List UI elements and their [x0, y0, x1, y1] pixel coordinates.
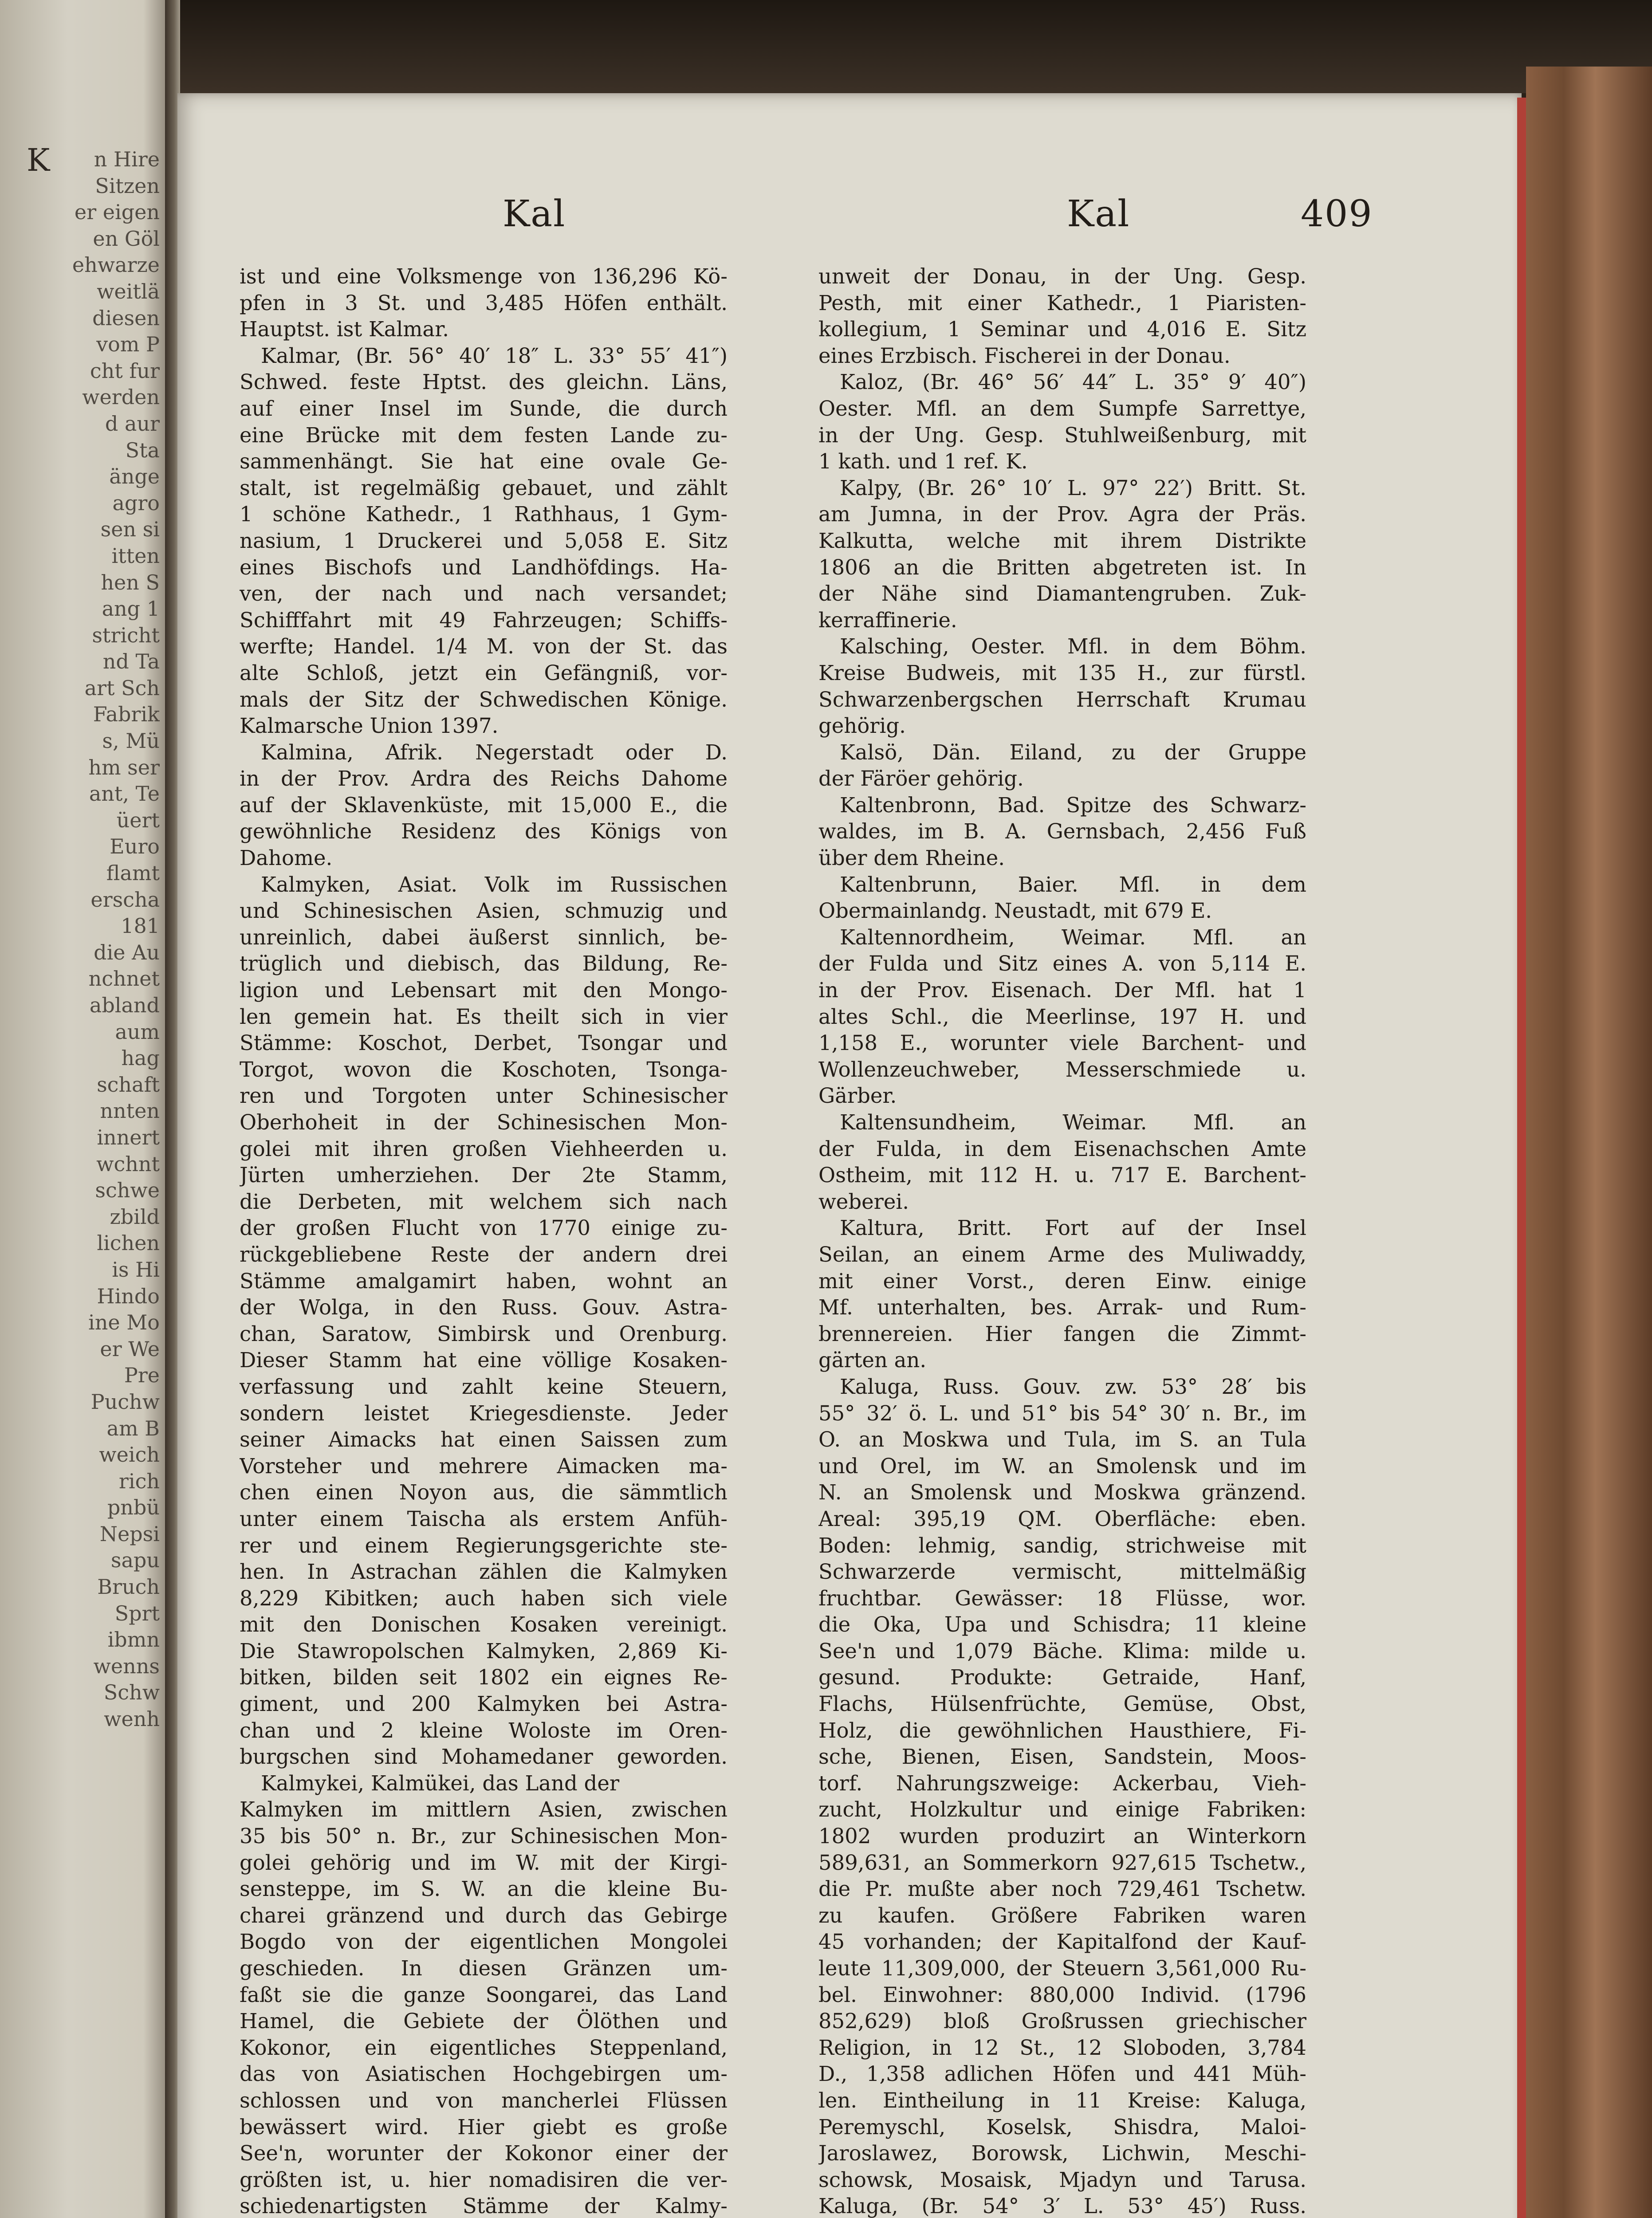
fragment-line: s, Mü [102, 729, 160, 753]
text-line: Schifffahrt mit 49 Fahrzeugen; Schiffs- [240, 608, 728, 632]
text-line: Oberhoheit in der Schinesischen Mon- [240, 1110, 728, 1134]
fragment-line: lichen [97, 1231, 160, 1255]
fragment-line: is Hi [112, 1257, 160, 1282]
text-line: unweit der Donau, in der Ung. Gesp. [818, 264, 1306, 288]
text-line: mals der Sitz der Schwedischen Könige. [240, 687, 728, 712]
text-line: Oester. Mfl. an dem Sumpfe Sarrettye, [818, 396, 1306, 421]
text-line: in der Ung. Gesp. Stuhlweißenburg, mit [818, 423, 1306, 447]
text-line: Schwed. feste Hptst. des gleichn. Läns, [240, 370, 728, 394]
text-line: Peremyschl, Koselsk, Shisdra, Maloi- [818, 2115, 1306, 2139]
text-line: seiner Aimacks hat einen Saissen zum [240, 1428, 728, 1452]
page-number: 409 [1301, 193, 1373, 235]
text-line: ren und Torgoten unter Schinesischer [240, 1084, 728, 1108]
fragment-line: ehwarze [72, 253, 160, 277]
text-line: Gärber. [818, 1084, 897, 1108]
fragment-line: n Hire [94, 147, 160, 171]
fragment-line: stricht [92, 623, 160, 647]
text-line: 589,631, an Sommerkorn 927,615 Tschetw., [818, 1850, 1306, 1875]
fragment-line: pnbü [107, 1495, 160, 1520]
text-line: unter einem Taischa als erstem Anfüh- [240, 1506, 728, 1531]
text-line: 45 vorhanden; der Kapitalfond der Kauf- [818, 1930, 1306, 1954]
fragment-line: Sitzen [95, 173, 160, 198]
text-line: der Färöer gehörig. [818, 767, 1024, 791]
fragment-line: nd Ta [102, 649, 160, 674]
text-line: größten ist, u. hier nomadisiren die ver- [240, 2167, 728, 2192]
fragment-line: ibmn [107, 1628, 160, 1652]
text-line: Kaltenbronn, Bad. Spitze des Schwarz- [840, 793, 1306, 817]
fragment-line: agro [112, 491, 160, 515]
text-line: mit einer Vorst., deren Einw. einige [818, 1269, 1306, 1293]
text-line: unreinlich, dabei äußerst sinnlich, be- [240, 925, 728, 949]
text-line: Kaluga, Russ. Gouv. zw. 53° 28′ bis [840, 1374, 1306, 1399]
text-line: Flachs, Hülsenfrüchte, Gemüse, Obst, [818, 1692, 1306, 1716]
text-line: 1806 an die Britten abgetreten ist. In [818, 555, 1306, 579]
text-line: verfassung und zahlt keine Steuern, [240, 1374, 728, 1399]
fragment-line: weitlä [97, 279, 160, 303]
text-line: D., 1,358 adlichen Höfen und 441 Müh- [818, 2062, 1306, 2086]
fragment-line: Puchw [90, 1389, 160, 1414]
text-line: Schwarzerde vermischt, mittelmäßig [818, 1560, 1306, 1584]
text-line: Kalmyken, Asiat. Volk im Russischen [261, 872, 728, 897]
text-line: Boden: lehmig, sandig, strichweise mit [818, 1533, 1306, 1557]
fragment-line: wenns [93, 1654, 160, 1678]
left-text-column [240, 263, 728, 2218]
text-line: pfen in 3 St. und 3,485 Höfen enthält. [240, 291, 728, 315]
text-line: ist und eine Volksmenge von 136,296 Kö- [240, 264, 728, 288]
text-line: geschieden. In diesen Gränzen um- [240, 1956, 728, 1980]
text-line: gewöhnliche Residenz des Königs von [240, 819, 728, 844]
fragment-line: wchnt [96, 1152, 160, 1176]
previous-page-head: K [27, 142, 50, 178]
fragment-line: Bruch [97, 1575, 160, 1599]
text-line: rer und einem Regierungsgerichte ste- [240, 1533, 728, 1557]
text-line: alte Schloß, jetzt ein Gefängniß, vor- [240, 661, 728, 685]
text-line: len. Eintheilung in 11 Kreise: Kaluga, [818, 2088, 1306, 2112]
book-cover-top [177, 0, 1652, 93]
text-line: der Fulda und Sitz eines A. von 5,114 E. [818, 952, 1306, 976]
fragment-line: itten [111, 543, 160, 568]
text-line: Kaltennordheim, Weimar. Mfl. an [840, 925, 1306, 949]
text-line: torf. Nahrungszweige: Ackerbau, Vieh- [818, 1771, 1306, 1795]
fragment-line: er eigen [74, 200, 160, 224]
text-line: Areal: 395,19 QM. Oberfläche: eben. [818, 1506, 1306, 1531]
running-head-left: Kal [503, 193, 566, 235]
text-line: chan, Saratow, Simbirsk und Orenburg. [240, 1321, 728, 1346]
fragment-line: rich [118, 1469, 160, 1493]
fragment-line: nchnet [88, 967, 160, 991]
text-line: Dahome. [240, 846, 333, 870]
text-line: Wollenzeuchweber, Messerschmiede u. [818, 1057, 1306, 1081]
text-line: hen. In Astrachan zählen die Kalmyken [240, 1560, 728, 1584]
text-line: Jaroslawez, Borowsk, Lichwin, Meschi- [818, 2141, 1306, 2166]
fragment-line: ang 1 [102, 597, 160, 621]
text-line: über dem Rheine. [818, 846, 1005, 870]
text-line: sensteppe, im S. W. an die kleine Bu- [240, 1877, 728, 1901]
text-line: brennereien. Hier fangen die Zimmt- [818, 1321, 1306, 1346]
text-line: Pesth, mit einer Kathedr., 1 Piaristen- [818, 291, 1306, 315]
fragment-line: Schw [103, 1680, 160, 1705]
text-line: Kalmykei, Kalmükei, das Land der [261, 1771, 620, 1795]
text-line: rückgebliebene Reste der andern drei [240, 1242, 728, 1266]
text-line: die Derbeten, mit welchem sich nach [240, 1189, 728, 1214]
fragment-line: abland [89, 993, 160, 1017]
text-line: Hauptst. ist Kalmar. [240, 317, 449, 342]
fragment-line: ine Mo [88, 1310, 160, 1335]
fragment-line: innert [97, 1125, 160, 1149]
text-line: werfte; Handel. 1/4 M. von der St. das [240, 634, 728, 659]
fragment-line: zbild [110, 1204, 160, 1229]
fragment-line: er We [100, 1337, 160, 1361]
running-head-right: Kal [1067, 193, 1130, 235]
text-line: ligion und Lebensart mit den Mongo- [240, 978, 728, 1003]
text-line: 1802 wurden produzirt an Winterkorn [818, 1824, 1306, 1848]
text-line: in der Prov. Eisenach. Der Mfl. hat 1 [818, 978, 1306, 1003]
text-line: nasium, 1 Druckerei und 5,058 E. Sitz [240, 528, 728, 553]
fragment-line: diesen [92, 306, 160, 330]
text-line: Hamel, die Gebiete der Ölöthen und [240, 2009, 728, 2033]
text-line: und Orel, im W. an Smolensk und im [818, 1454, 1306, 1478]
text-line: 852,629) bloß Großrussen griechischer [818, 2009, 1306, 2033]
text-line: Mf. unterhalten, bes. Arrak- und Rum- [818, 1295, 1306, 1320]
fragment-line: cht fur [90, 358, 160, 383]
running-head [177, 106, 1522, 235]
text-line: Torgot, wovon die Koschoten, Tsonga- [240, 1057, 728, 1081]
text-line: Stämme amalgamirt haben, wohnt an [240, 1269, 728, 1293]
text-line: auf der Sklavenküste, mit 15,000 E., die [240, 793, 728, 817]
text-line: die Oka, Upa und Schisdra; 11 kleine [818, 1612, 1306, 1637]
text-line: eines Bischofs und Landhöfdings. Ha- [240, 555, 728, 579]
fragment-line: Sta [125, 438, 160, 462]
text-line: zucht, Holzkultur und einige Fabriken: [818, 1797, 1306, 1822]
fragment-line: am B [106, 1416, 160, 1440]
text-line: gesund. Produkte: Getraide, Hanf, [818, 1665, 1306, 1690]
text-line: trüglich und diebisch, das Bildung, Re- [240, 952, 728, 976]
fragment-line: Hindo [97, 1284, 160, 1308]
text-line: mit den Donischen Kosaken vereinigt. [240, 1612, 728, 1637]
text-line: der großen Flucht von 1770 einige zu- [240, 1216, 728, 1240]
text-line: Kalmarsche Union 1397. [240, 714, 499, 738]
text-line: bewässert wird. Hier giebt es große [240, 2115, 728, 2139]
text-line: len gemein hat. Es theilt sich in vier [240, 1004, 728, 1029]
text-line: Kokonor, ein eigentliches Steppenland, [240, 2035, 728, 2060]
text-line: zu kaufen. Größere Fabriken waren [818, 1903, 1306, 1927]
text-line: Kalmyken im mittlern Asien, zwischen [240, 1797, 728, 1822]
text-line: kerraffinerie. [818, 608, 957, 632]
text-line: 1,158 E., worunter viele Barchent- und [818, 1031, 1306, 1055]
text-line: Kalkutta, welche mit ihrem Distrikte [818, 528, 1306, 553]
text-line: Kreise Budweis, mit 135 H., zur fürstl. [818, 661, 1306, 685]
text-line: Kalpy, (Br. 26° 10′ L. 97° 22′) Britt. St. [840, 476, 1306, 500]
text-line: N. an Smolensk und Moskwa gränzend. [818, 1480, 1306, 1505]
fragment-line: werden [82, 385, 160, 409]
text-line: 1 kath. und 1 ref. K. [818, 449, 1028, 474]
text-line: sche, Bienen, Eisen, Sandstein, Moos- [818, 1745, 1306, 1769]
text-line: Seilan, an einem Arme des Muliwaddy, [818, 1242, 1306, 1266]
text-line: in der Prov. Ardra des Reichs Dahome [240, 767, 728, 791]
text-line: gehörig. [818, 714, 906, 738]
text-line: O. an Moskwa und Tula, im S. an Tula [818, 1428, 1306, 1452]
text-line: Kalsö, Dän. Eiland, zu der Gruppe [840, 740, 1306, 764]
fragment-line: die Au [94, 940, 160, 964]
text-line: sammenhängt. Sie hat eine ovale Ge- [240, 449, 728, 474]
fragment-line: Euro [110, 834, 160, 859]
text-line: auf einer Insel im Sunde, die durch [240, 396, 728, 421]
fragment-line: erscha [90, 887, 160, 912]
book-cover-right [1526, 67, 1652, 2218]
text-line: gärten an. [818, 1348, 927, 1372]
text-line: Jürten umherziehen. Der 2te Stamm, [240, 1163, 728, 1188]
text-line: sondern leistet Kriegesdienste. Jeder [240, 1401, 728, 1425]
fragment-line: hen S [101, 570, 160, 594]
fragment-line: üert [116, 808, 160, 832]
red-page-edge [1517, 98, 1526, 2218]
text-line: weberei. [818, 1189, 909, 1214]
text-line: Vorsteher und mehrere Aimacken ma- [240, 1454, 728, 1478]
fragment-line: änge [109, 464, 160, 489]
text-line: burgschen sind Mohamedaner geworden. [240, 1745, 728, 1769]
fragment-line: wenh [104, 1707, 160, 1731]
text-line: eine Brücke mit dem festen Lande zu- [240, 423, 728, 447]
text-line: Schwarzenbergschen Herrschaft Krumau [818, 687, 1306, 712]
text-line: bitken, bilden seit 1802 ein eignes Re- [240, 1665, 728, 1690]
text-line: Kaluga, (Br. 54° 3′ L. 53° 45′) Russ. [818, 2194, 1306, 2218]
fragment-line: sen si [100, 517, 160, 542]
text-line: chan und 2 kleine Woloste im Oren- [240, 1718, 728, 1742]
text-line: und Schinesischen Asien, schmuzig und [240, 899, 728, 923]
text-line: waldes, im B. A. Gernsbach, 2,456 Fuß [818, 819, 1306, 844]
right-text-column [818, 263, 1306, 2218]
text-line: Bogdo von der eigentlichen Mongolei [240, 1930, 728, 1954]
text-line: Kaloz, (Br. 46° 56′ 44″ L. 35° 9′ 40″) [840, 370, 1306, 394]
text-line: 8,229 Kibitken; auch haben sich viele [240, 1586, 728, 1610]
text-line: Kaltura, Britt. Fort auf der Insel [840, 1216, 1306, 1240]
text-line: golei mit ihren großen Viehheerden u. [240, 1137, 728, 1161]
text-line: schiedenartigsten Stämme der Kalmy- [240, 2194, 728, 2218]
text-line: stalt, ist regelmäßig gebauet, und zählt [240, 476, 728, 500]
fragment-line: en Göl [93, 226, 160, 251]
text-line: Kalmina, Afrik. Negerstadt oder D. [261, 740, 728, 764]
text-line: schowsk, Mosaisk, Mjadyn und Tarusa. [818, 2167, 1306, 2192]
text-line: Kaltenbrunn, Baier. Mfl. in dem [840, 872, 1306, 897]
text-line: 55° 32′ ö. L. und 51° bis 54° 30′ n. Br., im [818, 1401, 1306, 1425]
text-line: Stämme: Koschot, Derbet, Tsongar und [240, 1031, 728, 1055]
text-line: Holz, die gewöhnlichen Hausthiere, Fi- [818, 1718, 1306, 1742]
text-line: Kalmar, (Br. 56° 40′ 18″ L. 33° 55′ 41″) [261, 343, 728, 368]
text-line: Die Stawropolschen Kalmyken, 2,869 Ki- [240, 1639, 728, 1663]
text-line: leute 11,309,000, der Steuern 3,561,000 Ru- [818, 1956, 1306, 1980]
text-line: faßt sie die ganze Soongarei, das Land [240, 1982, 728, 2007]
fragment-line: schaft [97, 1072, 160, 1097]
text-line: Obermainlandg. Neustadt, mit 679 E. [818, 899, 1212, 923]
fragment-line: d aur [105, 411, 160, 436]
text-line: chen einen Noyon aus, die sämmtlich [240, 1480, 728, 1505]
fragment-line: nnten [100, 1099, 160, 1123]
text-line: bel. Einwohner: 880,000 Individ. (1796 [818, 1982, 1306, 2007]
fragment-line: Sprt [114, 1601, 160, 1625]
fragment-line: 181 [121, 914, 160, 938]
text-line: eines Erzbisch. Fischerei in der Donau. [818, 343, 1231, 368]
previous-page-edge [0, 0, 169, 2218]
text-line: See'n, worunter der Kokonor einer der [240, 2141, 728, 2166]
fragment-line: aum [115, 1019, 160, 1044]
fragment-line: flamt [106, 861, 160, 885]
text-line: altes Schl., die Meerlinse, 197 H. und [818, 1004, 1306, 1029]
text-line: ven, der nach und nach versandet; [240, 582, 728, 606]
text-line: das von Asiatischen Hochgebirgen um- [240, 2062, 728, 2086]
text-line: 35 bis 50° n. Br., zur Schinesischen Mon- [240, 1824, 728, 1848]
fragment-line: vom P [96, 332, 160, 357]
text-line: die Pr. mußte aber noch 729,461 Tschetw. [818, 1877, 1306, 1901]
fragment-line: ant, Te [89, 782, 160, 806]
text-line: der Nähe sind Diamantengruben. Zuk- [818, 582, 1306, 606]
fragment-line: schwe [95, 1178, 160, 1203]
text-line: schlossen und von mancherlei Flüssen [240, 2088, 728, 2112]
text-line: charei gränzend und durch das Gebirge [240, 1903, 728, 1927]
fragment-line: Pre [124, 1363, 160, 1388]
fragment-line: Nepsi [99, 1522, 160, 1546]
text-line: am Jumna, in der Prov. Agra der Präs. [818, 502, 1306, 527]
text-line: Religion, in 12 St., 12 Sloboden, 3,784 [818, 2035, 1306, 2060]
fragment-line: art Sch [84, 676, 160, 700]
fragment-line: Fabrik [93, 702, 160, 727]
fragment-line: sapu [110, 1548, 160, 1573]
text-line: der Fulda, in dem Eisenachschen Amte [818, 1137, 1306, 1161]
text-line: See'n und 1,079 Bäche. Klima: milde u. [818, 1639, 1306, 1663]
fragment-line: hm ser [88, 755, 160, 779]
text-line: 1 schöne Kathedr., 1 Rathhaus, 1 Gym- [240, 502, 728, 527]
previous-page-text-fragments [18, 146, 160, 1733]
fragment-line: hag [121, 1046, 160, 1070]
text-line: der Wolga, in den Russ. Gouv. Astra- [240, 1295, 728, 1320]
fragment-line: weich [99, 1443, 160, 1467]
text-line: Kalsching, Oester. Mfl. in dem Böhm. [840, 634, 1306, 659]
text-line: golei gehörig und im W. mit der Kirgi- [240, 1850, 728, 1875]
text-line: Kaltensundheim, Weimar. Mfl. an [840, 1110, 1306, 1134]
text-line: Ostheim, mit 112 H. u. 717 E. Barchent- [818, 1163, 1306, 1188]
text-line: kollegium, 1 Seminar und 4,016 E. Sitz [818, 317, 1306, 342]
text-line: Dieser Stamm hat eine völlige Kosaken- [240, 1348, 728, 1372]
text-line: giment, und 200 Kalmyken bei Astra- [240, 1692, 728, 1716]
text-line: fruchtbar. Gewässer: 18 Flüsse, wor. [818, 1586, 1306, 1610]
